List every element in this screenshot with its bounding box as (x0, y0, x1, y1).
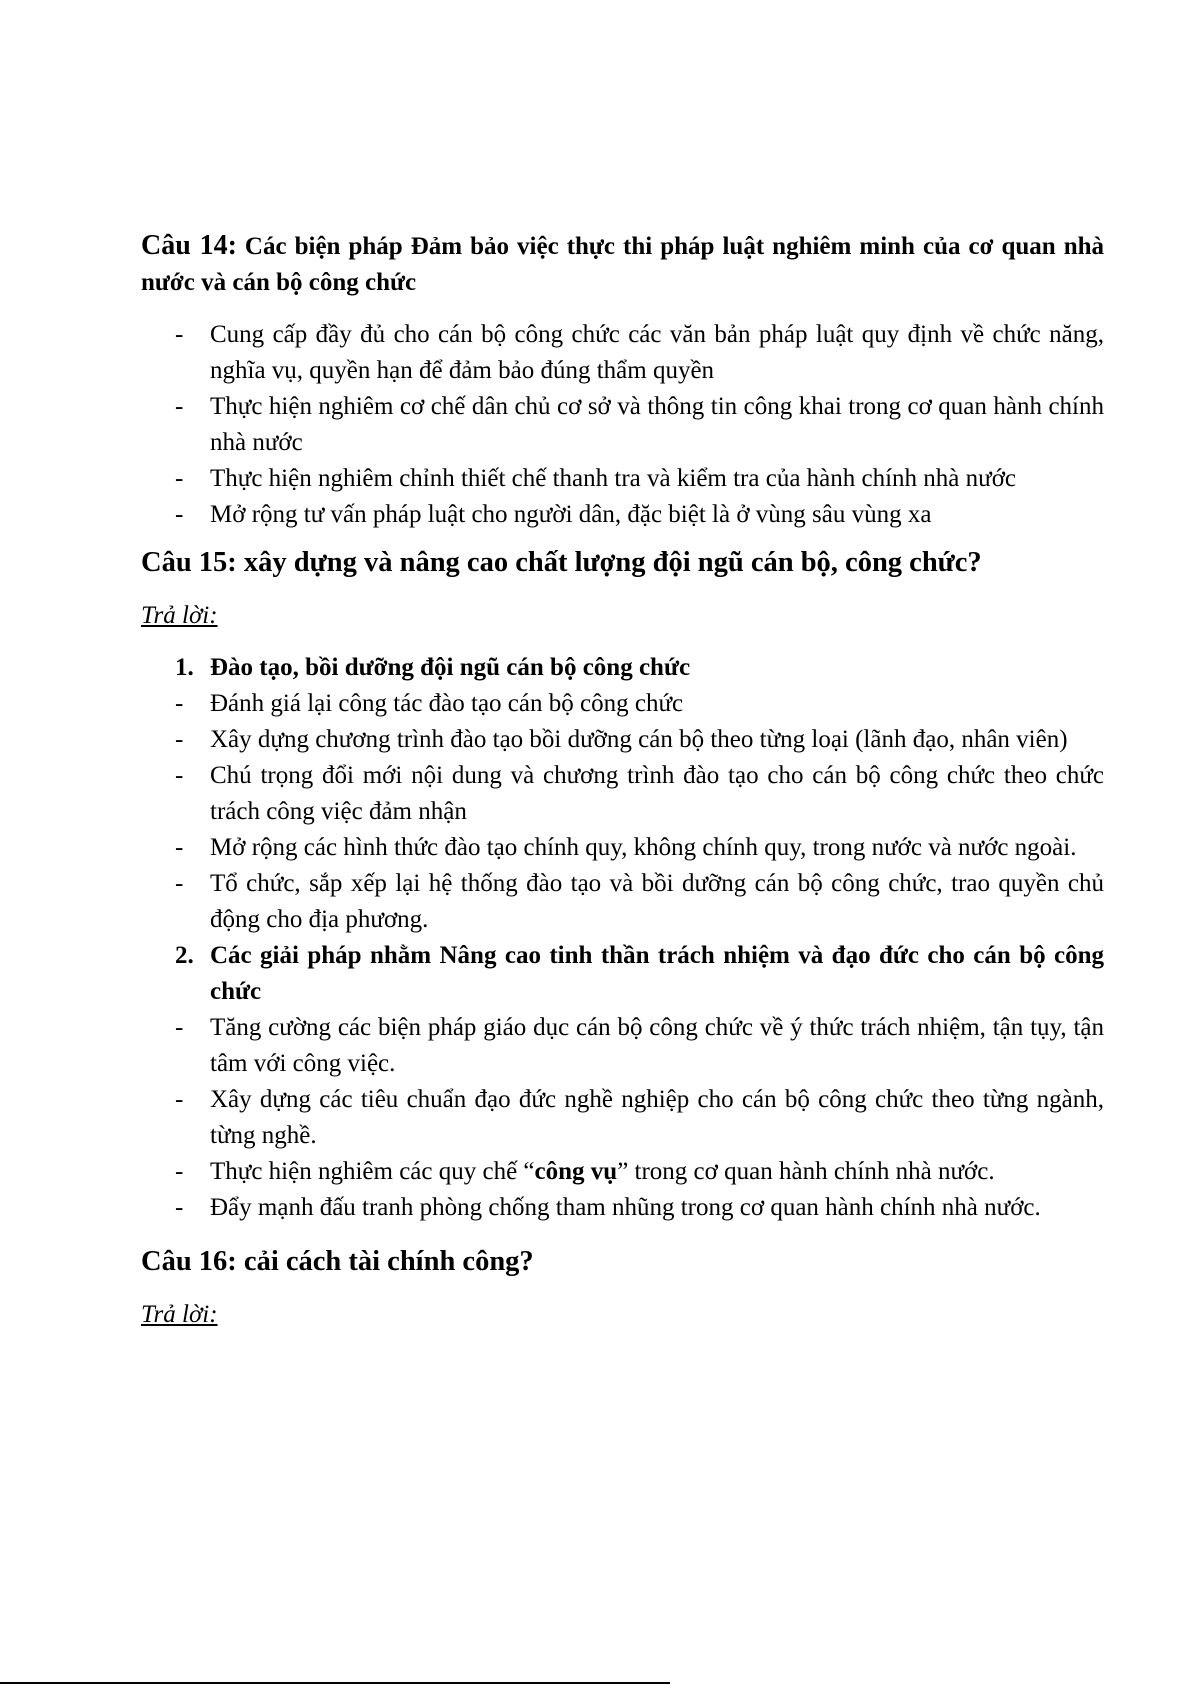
question-16-answer-label: Trả lời: (141, 1301, 218, 1328)
section-2-number: 2. (175, 942, 194, 969)
list-item: - Mở rộng tư vấn pháp luật cho người dân, đặc biệt là ở vùng sâu vùng xa (141, 497, 1104, 533)
dash-bullet: - (175, 726, 184, 753)
dash-bullet: - (175, 1158, 184, 1185)
dash-bullet: - (175, 1194, 184, 1221)
dash-bullet: - (175, 834, 184, 861)
document-page (141, 228, 1104, 1332)
dash-bullet: - (175, 1086, 184, 1113)
list-item: - Chú trọng đổi mới nội dung và chương trình đào tạo cho cán bộ công chức theo chức trách công việc đảm nhận (141, 758, 1104, 830)
list-item: - Cung cấp đầy đủ cho cán bộ công chức các văn bản pháp luật quy định về chức năng, nghĩa vụ, quyền hạn để đảm bảo đúng thẩm quyền (141, 317, 1104, 389)
dash-bullet: - (175, 1014, 184, 1041)
dash-bullet: - (175, 321, 184, 348)
dash-bullet: - (175, 690, 184, 717)
page-bottom-divider (0, 1682, 670, 1684)
dash-bullet: - (175, 870, 184, 897)
section-2-list (141, 1010, 1104, 1226)
question-14-label: Câu 14: (141, 230, 237, 261)
list-item: - Tăng cường các biện pháp giáo dục cán bộ công chức về ý thức trách nhiệm, tận tụy, tận tâm với công việc. (141, 1010, 1104, 1082)
dash-bullet: - (175, 465, 184, 492)
question-14-heading (141, 228, 1104, 301)
list-item: - Mở rộng các hình thức đào tạo chính quy, không chính quy, trong nước và nước ngoài. (141, 830, 1104, 866)
list-item: - Xây dựng chương trình đào tạo bồi dưỡng cán bộ theo từng loại (lãnh đạo, nhân viên) (141, 722, 1104, 758)
question-14-list (141, 317, 1104, 533)
list-item: - Thực hiện nghiêm các quy chế “công vụ” trong cơ quan hành chính nhà nước. (141, 1154, 1104, 1190)
list-item: - Xây dựng các tiêu chuẩn đạo đức nghề nghiệp cho cán bộ công chức theo từng ngành, từng nghề. (141, 1082, 1104, 1154)
question-14-title: Các biện pháp Đảm bảo việc thực thi pháp luật nghiêm minh của cơ quan nhà nước và cán bộ công chức (141, 233, 1104, 296)
list-item: - Thực hiện nghiêm cơ chế dân chủ cơ sở và thông tin công khai trong cơ quan hành chính nhà nước (141, 389, 1104, 461)
bold-term: công vụ (534, 1158, 618, 1185)
list-item: - Thực hiện nghiêm chỉnh thiết chế thanh tra và kiểm tra của hành chính nhà nước (141, 461, 1104, 497)
section-1-list (141, 686, 1104, 938)
list-item: - Đánh giá lại công tác đào tạo cán bộ công chức (141, 686, 1104, 722)
list-item: - Đẩy mạnh đấu tranh phòng chống tham nhũng trong cơ quan hành chính nhà nước. (141, 1190, 1104, 1226)
dash-bullet: - (175, 393, 184, 420)
section-2-title: 2. Các giải pháp nhằm Nâng cao tinh thần trách nhiệm và đạo đức cho cán bộ công chức (141, 938, 1104, 1010)
section-1-title: 1. Đào tạo, bồi dưỡng đội ngũ cán bộ công chức (141, 650, 1104, 686)
dash-bullet: - (175, 762, 184, 789)
question-16-heading: Câu 16: cải cách tài chính công? (141, 1246, 534, 1277)
dash-bullet: - (175, 501, 184, 528)
question-15-heading: Câu 15: xây dựng và nâng cao chất lượng đội ngũ cán bộ, công chức? (141, 547, 982, 578)
list-item: - Tổ chức, sắp xếp lại hệ thống đào tạo và bồi dưỡng cán bộ công chức, trao quyền chủ động cho địa phương. (141, 866, 1104, 938)
question-15-answer-label: Trả lời: (141, 602, 218, 629)
section-1-number: 1. (175, 654, 194, 681)
